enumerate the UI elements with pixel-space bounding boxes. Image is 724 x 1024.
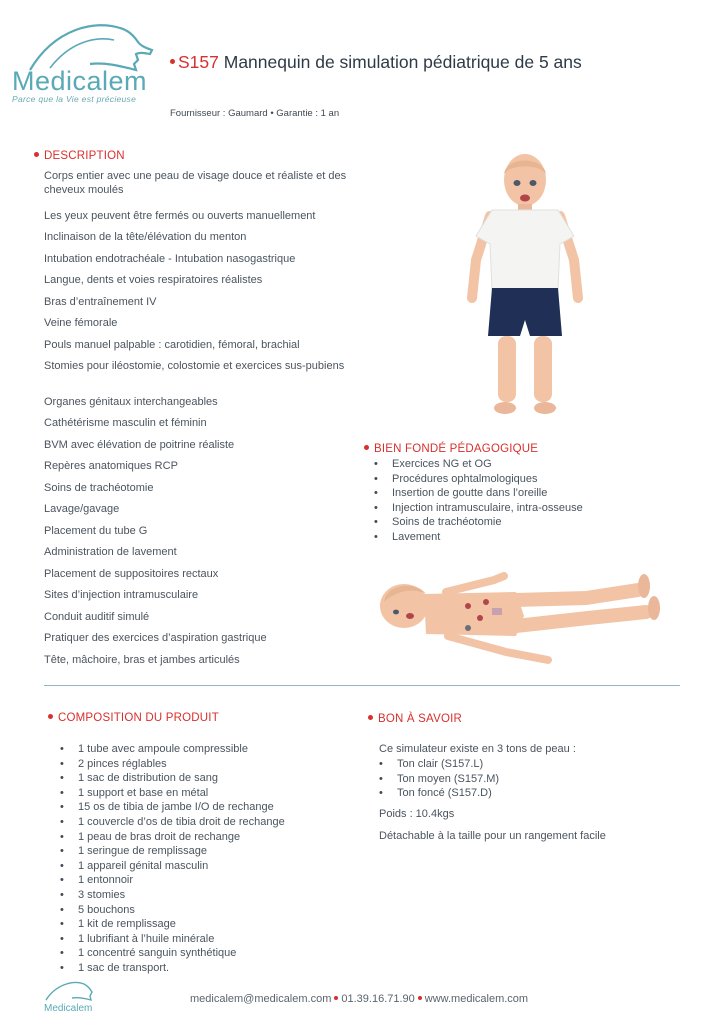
list-item: Conduit auditif simulé — [44, 611, 150, 623]
list-item: • Lavement — [370, 530, 583, 545]
list-item: • Injection intramusculaire, intra-osseuse — [370, 501, 583, 516]
list-item: Pratiquer des exercices d’aspiration gastrique — [44, 632, 267, 644]
pedagogy-list — [370, 457, 583, 545]
list-item: • 1 concentré sanguin synthétique — [56, 946, 285, 961]
red-dot-icon — [334, 996, 338, 1000]
list-item: • 1 couvercle d’os de tibia droit de rechange — [56, 815, 285, 830]
list-item: • 1 seringue de remplissage — [56, 844, 285, 859]
list-item: Les yeux peuvent être fermés ou ouverts manuellement — [44, 210, 316, 222]
list-item: • 15 os de tibia de jambe I/O de rechange — [56, 800, 285, 815]
list-item: Stomies pour iléostomie, colostomie et exercices sus-pubiens — [44, 360, 345, 372]
footer-website[interactable]: www.medicalem.com — [424, 993, 529, 1005]
list-item: Sites d’injection intramusculaire — [44, 589, 199, 601]
list-item: • Ton foncé (S157.D) — [375, 786, 499, 801]
list-item: Soins de trachéotomie — [44, 482, 154, 494]
list-item: • 1 peau de bras droit de rechange — [56, 830, 285, 845]
red-dot-icon — [170, 59, 175, 64]
supplier-line: Fournisseur : Gaumard • Garantie : 1 an — [170, 108, 340, 119]
good-to-know-heading: BON À SAVOIR — [368, 713, 462, 725]
brand-name: Medicalem — [12, 66, 148, 96]
footer-contact — [190, 993, 528, 1005]
list-item: • Ton moyen (S157.M) — [375, 772, 499, 787]
list-item: Repères anatomiques RCP — [44, 460, 178, 472]
list-item: Bras d’entraînement IV — [44, 296, 157, 308]
list-item: Placement du tube G — [44, 525, 148, 537]
list-item: Organes génitaux interchangeables — [44, 396, 218, 408]
svg-text:Medicalem: Medicalem — [44, 1003, 93, 1014]
list-item: • 1 appareil génital masculin — [56, 859, 285, 874]
composition-list — [56, 742, 285, 976]
red-dot-icon — [48, 714, 53, 719]
list-item: • 3 stomies — [56, 888, 285, 903]
list-item: Inclinaison de la tête/élévation du menton — [44, 231, 247, 243]
list-item: • Ton clair (S157.L) — [375, 757, 499, 772]
list-item: Administration de lavement — [44, 546, 177, 558]
list-item: Langue, dents et voies respiratoires réalistes — [44, 274, 263, 286]
list-item: Cathétérisme masculin et féminin — [44, 417, 207, 429]
list-item: Veine fémorale — [44, 317, 118, 329]
skin-tones-list — [375, 757, 499, 801]
detachable-text: Détachable à la taille pour un rangement facile — [379, 830, 606, 842]
standing-mannequin-image — [462, 150, 588, 418]
list-item: • Exercices NG et OG — [370, 457, 583, 472]
footer-logo-icon — [40, 980, 100, 1016]
red-dot-icon — [364, 445, 369, 450]
list-item: Intubation endotrachéale - Intubation nasogastrique — [44, 253, 296, 265]
red-dot-icon — [34, 152, 39, 157]
red-dot-icon — [418, 996, 422, 1000]
red-dot-icon — [368, 715, 373, 720]
list-item: Placement de suppositoires rectaux — [44, 568, 219, 580]
list-item: Tête, mâchoire, bras et jambes articulés — [44, 654, 240, 666]
list-item: • 1 support et base en métal — [56, 786, 285, 801]
pedagogy-heading: BIEN FONDÉ PÉDAGOGIQUE — [364, 443, 538, 455]
list-item: • Insertion de goutte dans l’oreille — [370, 486, 583, 501]
list-item: • 1 kit de remplissage — [56, 917, 285, 932]
weight-text: Poids : 10.4kgs — [379, 808, 455, 820]
footer-phone: 01.39.16.71.90 — [341, 993, 415, 1005]
composition-heading: COMPOSITION DU PRODUIT — [48, 712, 219, 724]
description-heading: DESCRIPTION — [34, 150, 125, 162]
footer-email[interactable]: medicalem@medicalem.com — [190, 993, 332, 1005]
list-item: • 1 tube avec ampoule compressible — [56, 742, 285, 757]
product-code: S157 — [178, 52, 219, 72]
list-item: Lavage/gavage — [44, 503, 120, 515]
list-item: BVM avec élévation de poitrine réaliste — [44, 439, 235, 451]
skin-tones-intro: Ce simulateur existe en 3 tons de peau : — [379, 743, 576, 755]
product-title: Mannequin de simulation pédiatrique de 5 ans — [223, 52, 582, 72]
page-title — [170, 52, 582, 73]
lying-mannequin-image — [376, 572, 666, 668]
list-item: • 2 pinces réglables — [56, 757, 285, 772]
list-item: Pouls manuel palpable : carotidien, fémoral, brachial — [44, 339, 300, 351]
list-item: • 1 sac de distribution de sang — [56, 771, 285, 786]
list-item: • 1 entonnoir — [56, 873, 285, 888]
list-item: • 1 sac de transport. — [56, 961, 285, 976]
list-item: • Soins de trachéotomie — [370, 515, 583, 530]
brand-tagline: Parce que la Vie est précieuse — [12, 94, 137, 104]
list-item: Corps entier avec une peau de visage douce et réaliste et des cheveux moulés — [44, 170, 347, 196]
section-divider — [44, 685, 680, 686]
list-item: • 5 bouchons — [56, 903, 285, 918]
list-item: • 1 lubrifiant à l’huile minérale — [56, 932, 285, 947]
list-item: • Procédures ophtalmologiques — [370, 472, 583, 487]
